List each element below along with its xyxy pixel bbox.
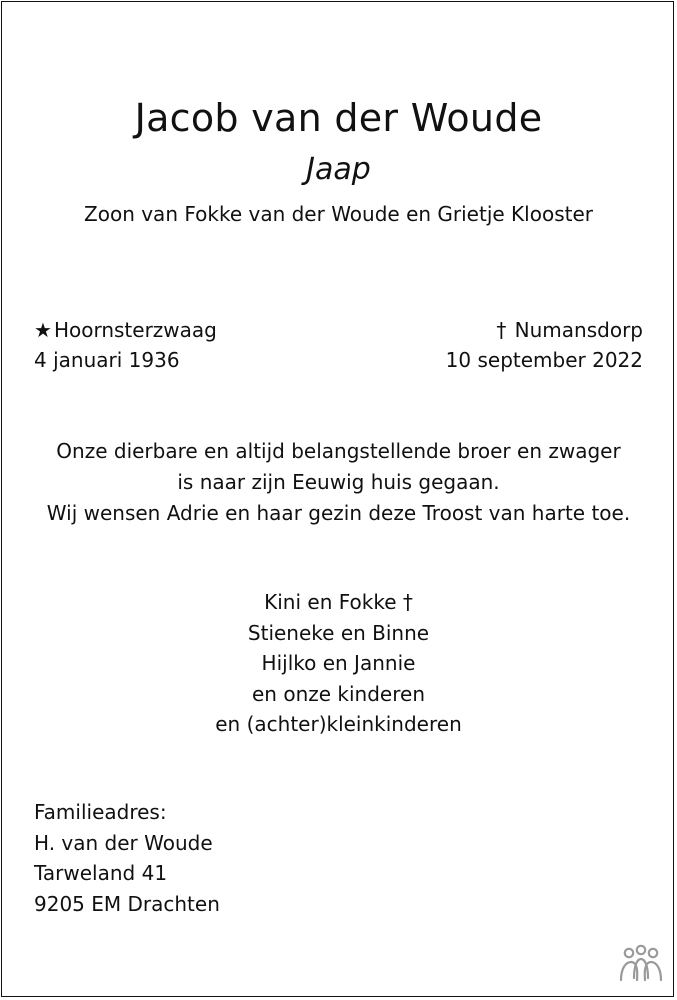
family-signatures — [0, 587, 677, 740]
message-line: Onze dierbare en altijd belangstellende broer en zwager — [56, 439, 621, 463]
people-group-icon — [617, 944, 665, 984]
address-line: H. van der Woude — [34, 830, 213, 855]
parents-line: Zoon van Fokke van der Woude en Grietje Klooster — [84, 202, 593, 226]
address-line: Tarweland 41 — [34, 861, 168, 885]
family-line: en (achter)kleinkinderen — [215, 712, 462, 736]
family-line: en onze kinderen — [252, 681, 425, 706]
cross-icon: † — [496, 318, 507, 342]
birth-date: 4 januari 1936 — [34, 348, 180, 372]
death-place-line — [496, 318, 643, 342]
birth-place-line — [34, 318, 217, 342]
family-line: Hijlko en Jannie — [261, 651, 416, 675]
address-line: 9205 EM Drachten — [34, 891, 220, 916]
star-icon: ★ — [34, 318, 52, 342]
address-label: Familieadres: — [34, 800, 167, 824]
birth-place: Hoornsterzwaag — [53, 318, 217, 342]
death-date: 10 september 2022 — [445, 348, 643, 372]
deceased-nickname: Jaap — [306, 152, 371, 187]
death-place: Numansdorp — [514, 318, 643, 342]
message-line: Wij wensen Adrie en haar gezin deze Troost van harte toe. — [46, 501, 631, 525]
deceased-name: Jacob van der Woude — [134, 96, 543, 140]
family-line: Kini en Fokke † — [264, 590, 413, 614]
condolence-message — [0, 436, 677, 529]
family-address — [34, 797, 220, 919]
message-line: is naar zijn Eeuwig huis gegaan. — [177, 470, 500, 494]
family-line: Stieneke en Binne — [247, 620, 430, 645]
